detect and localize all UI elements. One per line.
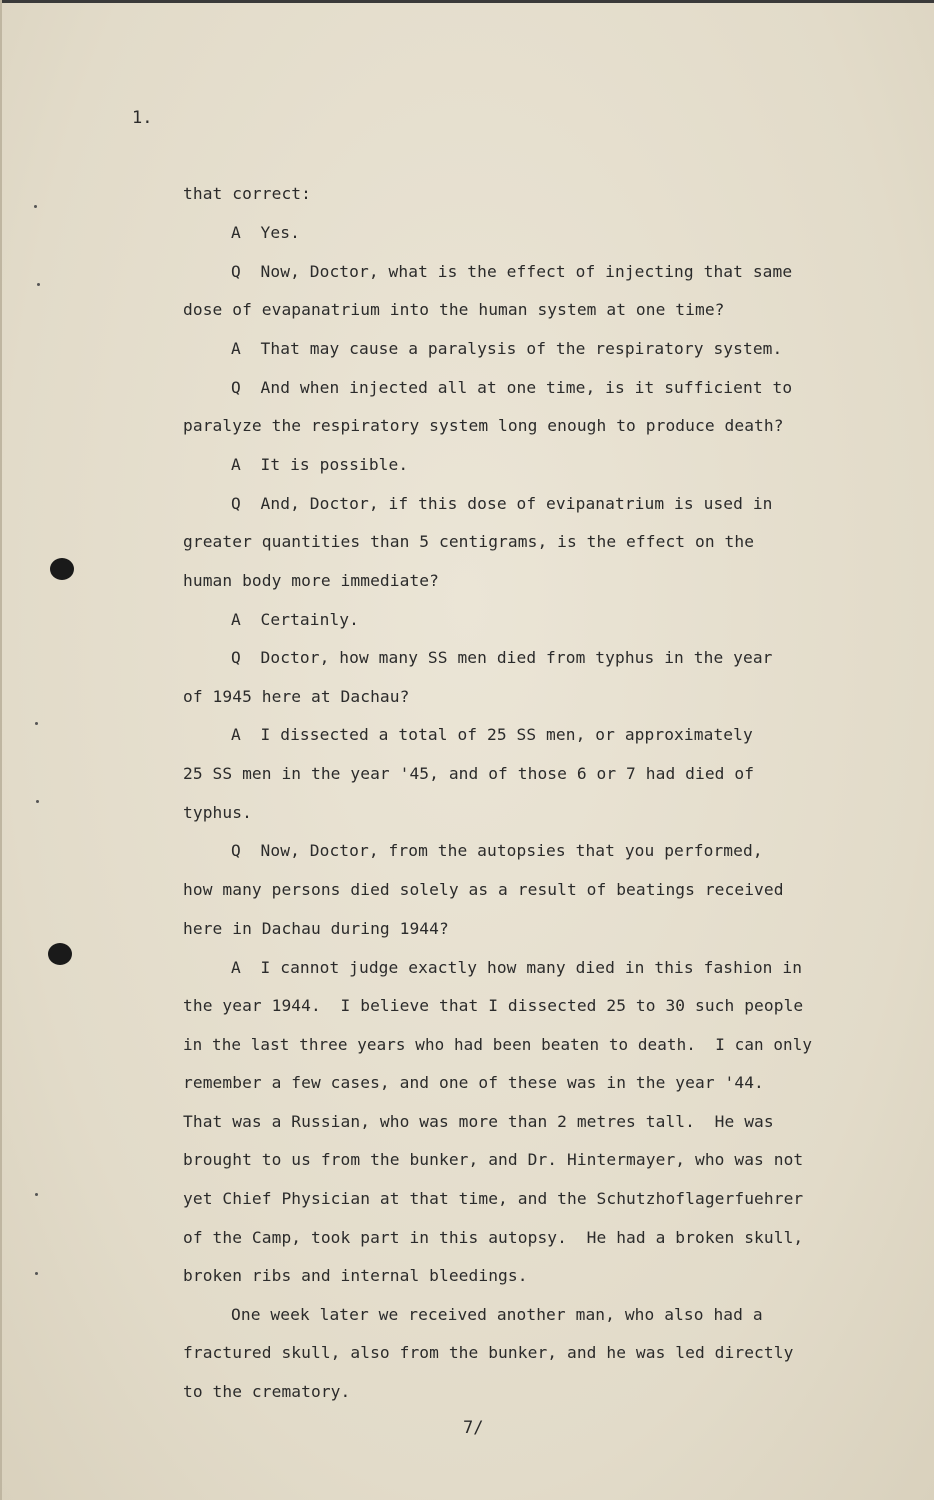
text-line: typhus. (183, 803, 252, 822)
question-line: Q And when injected all at one time, is it sufficient to (231, 378, 793, 397)
punch-hole (48, 943, 72, 965)
text-line: That was a Russian, who was more than 2 metres tall. He was (183, 1112, 774, 1131)
paper-speck (35, 1272, 38, 1275)
text-line: dose of evapanatrium into the human system at one time? (183, 300, 725, 319)
question-line: Q Now, Doctor, what is the effect of injecting that same (231, 262, 793, 281)
question-line: Q Now, Doctor, from the autopsies that you performed, (231, 841, 763, 860)
page-left-edge (0, 0, 2, 1500)
answer-line: A Certainly. (231, 610, 359, 629)
text-line: broken ribs and internal bleedings. (183, 1266, 528, 1285)
punch-hole (50, 558, 74, 580)
text-line: human body more immediate? (183, 571, 439, 590)
text-line: yet Chief Physician at that time, and the Schutzhoflagerfuehrer (183, 1189, 804, 1208)
continuation-marker: 7/ (463, 1418, 484, 1438)
paper-speck (36, 800, 39, 803)
text-line: One week later we received another man, who also had a (231, 1305, 763, 1324)
page-number: 1. (132, 108, 153, 128)
text-line: in the last three years who had been beaten to death. I can only (183, 1035, 813, 1054)
text-line: paralyze the respiratory system long enough to produce death? (183, 416, 784, 435)
answer-line: A Yes. (231, 223, 300, 242)
page-top-edge (0, 0, 934, 3)
answer-line: A I dissected a total of 25 SS men, or approximately (231, 725, 753, 744)
paper-speck (35, 1193, 38, 1196)
paper-speck (37, 283, 40, 286)
text-line: brought to us from the bunker, and Dr. Hintermayer, who was not (183, 1150, 804, 1169)
text-line: of the Camp, took part in this autopsy. He had a broken skull, (183, 1228, 804, 1247)
question-line: Q And, Doctor, if this dose of evipanatrium is used in (231, 494, 773, 513)
question-line: Q Doctor, how many SS men died from typhus in the year (231, 648, 773, 667)
answer-line: A It is possible. (231, 455, 409, 474)
text-line: here in Dachau during 1944? (183, 919, 449, 938)
text-line: to the crematory. (183, 1382, 351, 1401)
text-line: fractured skull, also from the bunker, and he was led directly (183, 1343, 794, 1362)
text-line: 25 SS men in the year '45, and of those 6 or 7 had died of (183, 764, 755, 783)
text-line: remember a few cases, and one of these was in the year '44. (183, 1073, 764, 1092)
text-line: of 1945 here at Dachau? (183, 687, 410, 706)
answer-line: A That may cause a paralysis of the respiratory system. (231, 339, 783, 358)
paper-speck (34, 205, 37, 208)
text-line: greater quantities than 5 centigrams, is the effect on the (183, 532, 755, 551)
text-line: how many persons died solely as a result of beatings received (183, 880, 784, 899)
text-line: the year 1944. I believe that I dissected 25 to 30 such people (183, 996, 804, 1015)
paper-speck (35, 722, 38, 725)
answer-line: A I cannot judge exactly how many died in this fashion in (231, 958, 803, 977)
text-line: that correct: (183, 184, 311, 203)
